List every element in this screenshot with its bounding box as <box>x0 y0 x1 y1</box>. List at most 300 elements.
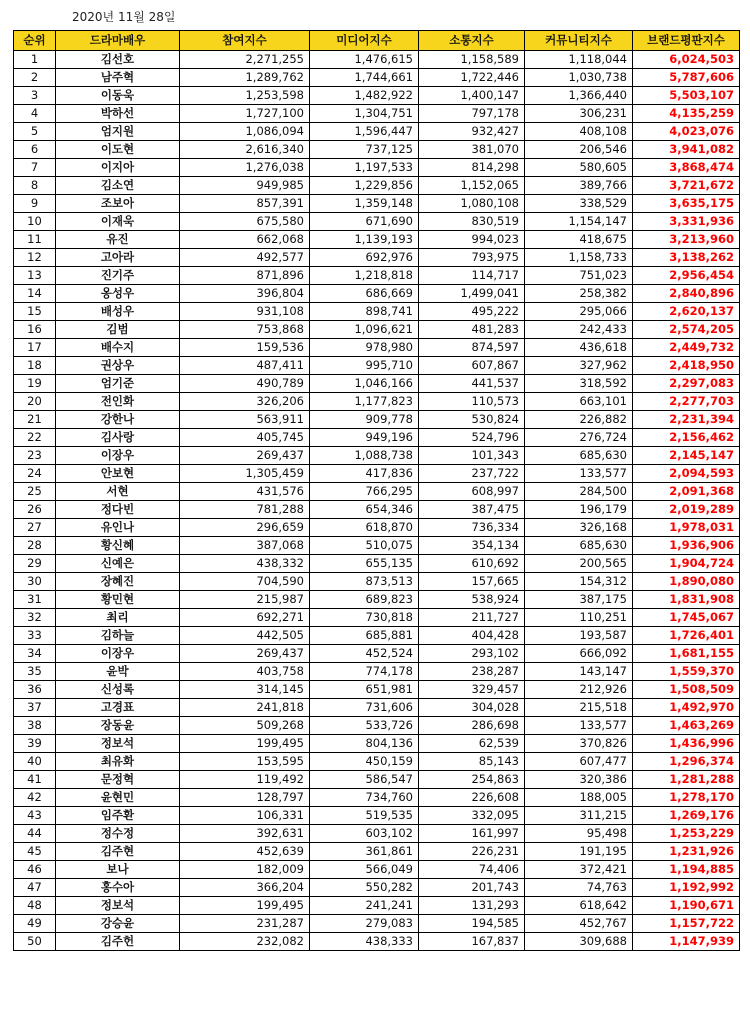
rank-cell: 15 <box>14 303 56 321</box>
communication-cell: 332,095 <box>419 807 525 825</box>
actor-name-cell: 진기주 <box>56 267 180 285</box>
communication-cell: 354,134 <box>419 537 525 555</box>
media-cell: 1,476,615 <box>310 51 419 69</box>
rank-cell: 18 <box>14 357 56 375</box>
rank-cell: 31 <box>14 591 56 609</box>
participation-cell: 662,068 <box>180 231 310 249</box>
community-cell: 685,630 <box>525 537 633 555</box>
communication-cell: 524,796 <box>419 429 525 447</box>
actor-name-cell: 윤박 <box>56 663 180 681</box>
table-row <box>14 195 740 213</box>
rank-cell: 48 <box>14 897 56 915</box>
table-row <box>14 303 740 321</box>
community-cell: 212,926 <box>525 681 633 699</box>
participation-cell: 2,271,255 <box>180 51 310 69</box>
communication-cell: 608,997 <box>419 483 525 501</box>
communication-cell: 1,722,446 <box>419 69 525 87</box>
communication-cell: 441,537 <box>419 375 525 393</box>
participation-cell: 1,276,038 <box>180 159 310 177</box>
media-cell: 804,136 <box>310 735 419 753</box>
header-actor: 드라마배우 <box>56 31 180 51</box>
actor-name-cell: 배수지 <box>56 339 180 357</box>
table-row <box>14 447 740 465</box>
participation-cell: 487,411 <box>180 357 310 375</box>
brand-index-cell: 3,635,175 <box>633 195 740 213</box>
actor-name-cell: 정수정 <box>56 825 180 843</box>
table-row <box>14 177 740 195</box>
media-cell: 550,282 <box>310 879 419 897</box>
community-cell: 1,118,044 <box>525 51 633 69</box>
rank-cell: 34 <box>14 645 56 663</box>
brand-index-cell: 3,868,474 <box>633 159 740 177</box>
participation-cell: 563,911 <box>180 411 310 429</box>
community-cell: 1,154,147 <box>525 213 633 231</box>
rank-cell: 45 <box>14 843 56 861</box>
community-cell: 306,231 <box>525 105 633 123</box>
communication-cell: 238,287 <box>419 663 525 681</box>
communication-cell: 793,975 <box>419 249 525 267</box>
actor-name-cell: 이동욱 <box>56 87 180 105</box>
actor-name-cell: 이장우 <box>56 447 180 465</box>
communication-cell: 201,743 <box>419 879 525 897</box>
community-cell: 95,498 <box>525 825 633 843</box>
communication-cell: 932,427 <box>419 123 525 141</box>
community-cell: 370,826 <box>525 735 633 753</box>
brand-index-cell: 1,231,926 <box>633 843 740 861</box>
media-cell: 586,547 <box>310 771 419 789</box>
rank-cell: 36 <box>14 681 56 699</box>
community-cell: 74,763 <box>525 879 633 897</box>
media-cell: 618,870 <box>310 519 419 537</box>
brand-index-cell: 1,978,031 <box>633 519 740 537</box>
rank-cell: 3 <box>14 87 56 105</box>
rank-cell: 50 <box>14 933 56 951</box>
media-cell: 1,139,193 <box>310 231 419 249</box>
media-cell: 361,861 <box>310 843 419 861</box>
media-cell: 1,744,661 <box>310 69 419 87</box>
actor-name-cell: 김주헌 <box>56 933 180 951</box>
actor-name-cell: 고아라 <box>56 249 180 267</box>
brand-index-cell: 2,956,454 <box>633 267 740 285</box>
rank-cell: 44 <box>14 825 56 843</box>
communication-cell: 254,863 <box>419 771 525 789</box>
rank-cell: 46 <box>14 861 56 879</box>
community-cell: 607,477 <box>525 753 633 771</box>
brand-index-cell: 2,449,732 <box>633 339 740 357</box>
brand-index-cell: 2,840,896 <box>633 285 740 303</box>
table-row <box>14 321 740 339</box>
actor-name-cell: 신성록 <box>56 681 180 699</box>
media-cell: 417,836 <box>310 465 419 483</box>
media-cell: 686,669 <box>310 285 419 303</box>
actor-name-cell: 장동윤 <box>56 717 180 735</box>
participation-cell: 675,580 <box>180 213 310 231</box>
participation-cell: 1,086,094 <box>180 123 310 141</box>
community-cell: 215,518 <box>525 699 633 717</box>
actor-name-cell: 강한나 <box>56 411 180 429</box>
communication-cell: 797,178 <box>419 105 525 123</box>
community-cell: 154,312 <box>525 573 633 591</box>
table-row <box>14 825 740 843</box>
media-cell: 995,710 <box>310 357 419 375</box>
table-row <box>14 411 740 429</box>
table-row <box>14 663 740 681</box>
table-row <box>14 735 740 753</box>
media-cell: 1,218,818 <box>310 267 419 285</box>
rank-cell: 4 <box>14 105 56 123</box>
participation-cell: 128,797 <box>180 789 310 807</box>
rank-cell: 17 <box>14 339 56 357</box>
brand-index-cell: 2,019,289 <box>633 501 740 519</box>
participation-cell: 871,896 <box>180 267 310 285</box>
media-cell: 730,818 <box>310 609 419 627</box>
rank-cell: 41 <box>14 771 56 789</box>
community-cell: 200,565 <box>525 555 633 573</box>
community-cell: 418,675 <box>525 231 633 249</box>
table-row <box>14 213 740 231</box>
actor-name-cell: 배성우 <box>56 303 180 321</box>
communication-cell: 114,717 <box>419 267 525 285</box>
brand-index-cell: 1,296,374 <box>633 753 740 771</box>
media-cell: 671,690 <box>310 213 419 231</box>
media-cell: 655,135 <box>310 555 419 573</box>
table-row <box>14 141 740 159</box>
communication-cell: 157,665 <box>419 573 525 591</box>
communication-cell: 1,499,041 <box>419 285 525 303</box>
community-cell: 318,592 <box>525 375 633 393</box>
communication-cell: 293,102 <box>419 645 525 663</box>
actor-name-cell: 정보석 <box>56 735 180 753</box>
brand-index-cell: 1,194,885 <box>633 861 740 879</box>
brand-index-cell: 2,620,137 <box>633 303 740 321</box>
rank-cell: 28 <box>14 537 56 555</box>
media-cell: 737,125 <box>310 141 419 159</box>
actor-name-cell: 임주환 <box>56 807 180 825</box>
communication-cell: 62,539 <box>419 735 525 753</box>
media-cell: 654,346 <box>310 501 419 519</box>
participation-cell: 119,492 <box>180 771 310 789</box>
brand-index-cell: 2,277,703 <box>633 393 740 411</box>
actor-name-cell: 보나 <box>56 861 180 879</box>
community-cell: 1,366,440 <box>525 87 633 105</box>
actor-name-cell: 김선호 <box>56 51 180 69</box>
actor-name-cell: 황민현 <box>56 591 180 609</box>
media-cell: 689,823 <box>310 591 419 609</box>
brand-index-cell: 2,297,083 <box>633 375 740 393</box>
rank-cell: 9 <box>14 195 56 213</box>
brand-index-cell: 1,281,288 <box>633 771 740 789</box>
community-cell: 191,195 <box>525 843 633 861</box>
rank-cell: 11 <box>14 231 56 249</box>
community-cell: 326,168 <box>525 519 633 537</box>
table-row <box>14 753 740 771</box>
community-cell: 193,587 <box>525 627 633 645</box>
brand-index-cell: 3,941,082 <box>633 141 740 159</box>
community-cell: 242,433 <box>525 321 633 339</box>
rank-cell: 26 <box>14 501 56 519</box>
communication-cell: 610,692 <box>419 555 525 573</box>
participation-cell: 1,289,762 <box>180 69 310 87</box>
media-cell: 1,197,533 <box>310 159 419 177</box>
community-cell: 226,882 <box>525 411 633 429</box>
media-cell: 1,046,166 <box>310 375 419 393</box>
community-cell: 327,962 <box>525 357 633 375</box>
participation-cell: 1,305,459 <box>180 465 310 483</box>
communication-cell: 329,457 <box>419 681 525 699</box>
rank-cell: 21 <box>14 411 56 429</box>
table-row <box>14 465 740 483</box>
communication-cell: 381,070 <box>419 141 525 159</box>
communication-cell: 830,519 <box>419 213 525 231</box>
communication-cell: 495,222 <box>419 303 525 321</box>
community-cell: 143,147 <box>525 663 633 681</box>
participation-cell: 326,206 <box>180 393 310 411</box>
table-row <box>14 555 740 573</box>
table-row <box>14 249 740 267</box>
communication-cell: 530,824 <box>419 411 525 429</box>
participation-cell: 392,631 <box>180 825 310 843</box>
table-row <box>14 609 740 627</box>
communication-cell: 404,428 <box>419 627 525 645</box>
brand-index-cell: 3,138,262 <box>633 249 740 267</box>
actor-name-cell: 조보아 <box>56 195 180 213</box>
table-row <box>14 105 740 123</box>
rank-cell: 40 <box>14 753 56 771</box>
media-cell: 978,980 <box>310 339 419 357</box>
actor-name-cell: 황신혜 <box>56 537 180 555</box>
communication-cell: 607,867 <box>419 357 525 375</box>
participation-cell: 509,268 <box>180 717 310 735</box>
brand-index-cell: 2,094,593 <box>633 465 740 483</box>
communication-cell: 1,158,589 <box>419 51 525 69</box>
participation-cell: 2,616,340 <box>180 141 310 159</box>
participation-cell: 931,108 <box>180 303 310 321</box>
table-row <box>14 375 740 393</box>
community-cell: 387,175 <box>525 591 633 609</box>
participation-cell: 442,505 <box>180 627 310 645</box>
header-rank: 순위 <box>14 31 56 51</box>
actor-name-cell: 이재욱 <box>56 213 180 231</box>
media-cell: 603,102 <box>310 825 419 843</box>
table-row <box>14 267 740 285</box>
community-cell: 663,101 <box>525 393 633 411</box>
brand-index-cell: 1,831,908 <box>633 591 740 609</box>
actor-name-cell: 전인화 <box>56 393 180 411</box>
table-header-row <box>14 31 740 51</box>
communication-cell: 286,698 <box>419 717 525 735</box>
community-cell: 320,386 <box>525 771 633 789</box>
brand-index-cell: 1,726,401 <box>633 627 740 645</box>
table-row <box>14 861 740 879</box>
table-row <box>14 915 740 933</box>
media-cell: 1,229,856 <box>310 177 419 195</box>
communication-cell: 481,283 <box>419 321 525 339</box>
community-cell: 206,546 <box>525 141 633 159</box>
brand-index-cell: 4,023,076 <box>633 123 740 141</box>
actor-name-cell: 최리 <box>56 609 180 627</box>
communication-cell: 74,406 <box>419 861 525 879</box>
media-cell: 949,196 <box>310 429 419 447</box>
participation-cell: 106,331 <box>180 807 310 825</box>
rank-cell: 23 <box>14 447 56 465</box>
brand-index-cell: 1,192,992 <box>633 879 740 897</box>
brand-index-cell: 6,024,503 <box>633 51 740 69</box>
actor-name-cell: 김범 <box>56 321 180 339</box>
community-cell: 196,179 <box>525 501 633 519</box>
table-row <box>14 429 740 447</box>
rank-cell: 32 <box>14 609 56 627</box>
actor-name-cell: 옹성우 <box>56 285 180 303</box>
media-cell: 1,596,447 <box>310 123 419 141</box>
community-cell: 309,688 <box>525 933 633 951</box>
media-cell: 1,177,823 <box>310 393 419 411</box>
header-communication-index: 소통지수 <box>419 31 525 51</box>
actor-name-cell: 이도현 <box>56 141 180 159</box>
rank-cell: 5 <box>14 123 56 141</box>
brand-index-cell: 5,787,606 <box>633 69 740 87</box>
communication-cell: 1,080,108 <box>419 195 525 213</box>
brand-index-cell: 1,463,269 <box>633 717 740 735</box>
rank-cell: 29 <box>14 555 56 573</box>
participation-cell: 492,577 <box>180 249 310 267</box>
participation-cell: 199,495 <box>180 735 310 753</box>
brand-index-cell: 1,436,996 <box>633 735 740 753</box>
communication-cell: 538,924 <box>419 591 525 609</box>
table-row <box>14 627 740 645</box>
brand-index-cell: 1,278,170 <box>633 789 740 807</box>
media-cell: 510,075 <box>310 537 419 555</box>
media-cell: 279,083 <box>310 915 419 933</box>
table-row <box>14 519 740 537</box>
actor-name-cell: 이장우 <box>56 645 180 663</box>
actor-name-cell: 유인나 <box>56 519 180 537</box>
community-cell: 666,092 <box>525 645 633 663</box>
participation-cell: 452,639 <box>180 843 310 861</box>
rank-cell: 39 <box>14 735 56 753</box>
participation-cell: 438,332 <box>180 555 310 573</box>
participation-cell: 1,253,598 <box>180 87 310 105</box>
brand-index-cell: 1,147,939 <box>633 933 740 951</box>
community-cell: 311,215 <box>525 807 633 825</box>
brand-index-cell: 3,721,672 <box>633 177 740 195</box>
rank-cell: 25 <box>14 483 56 501</box>
participation-cell: 949,985 <box>180 177 310 195</box>
communication-cell: 736,334 <box>419 519 525 537</box>
community-cell: 188,005 <box>525 789 633 807</box>
rank-cell: 35 <box>14 663 56 681</box>
table-row <box>14 339 740 357</box>
rank-cell: 2 <box>14 69 56 87</box>
table-row <box>14 123 740 141</box>
brand-index-cell: 1,904,724 <box>633 555 740 573</box>
brand-reputation-table <box>13 30 740 951</box>
rank-cell: 37 <box>14 699 56 717</box>
participation-cell: 753,868 <box>180 321 310 339</box>
rank-cell: 12 <box>14 249 56 267</box>
header-community-index: 커뮤니티지수 <box>525 31 633 51</box>
communication-cell: 211,727 <box>419 609 525 627</box>
media-cell: 1,096,621 <box>310 321 419 339</box>
media-cell: 566,049 <box>310 861 419 879</box>
communication-cell: 1,152,065 <box>419 177 525 195</box>
actor-name-cell: 신예은 <box>56 555 180 573</box>
media-cell: 774,178 <box>310 663 419 681</box>
brand-index-cell: 1,890,080 <box>633 573 740 591</box>
participation-cell: 269,437 <box>180 645 310 663</box>
brand-index-cell: 1,269,176 <box>633 807 740 825</box>
brand-index-cell: 2,574,205 <box>633 321 740 339</box>
brand-index-cell: 1,190,671 <box>633 897 740 915</box>
communication-cell: 994,023 <box>419 231 525 249</box>
media-cell: 651,981 <box>310 681 419 699</box>
participation-cell: 231,287 <box>180 915 310 933</box>
table-row <box>14 537 740 555</box>
community-cell: 751,023 <box>525 267 633 285</box>
participation-cell: 857,391 <box>180 195 310 213</box>
report-date: 2020년 11월 28일 <box>72 10 176 24</box>
brand-index-cell: 1,157,722 <box>633 915 740 933</box>
table-row <box>14 285 740 303</box>
table-row <box>14 681 740 699</box>
actor-name-cell: 최유화 <box>56 753 180 771</box>
community-cell: 452,767 <box>525 915 633 933</box>
actor-name-cell: 고경표 <box>56 699 180 717</box>
media-cell: 1,482,922 <box>310 87 419 105</box>
brand-index-cell: 3,213,960 <box>633 231 740 249</box>
table-row <box>14 933 740 951</box>
table-row <box>14 87 740 105</box>
communication-cell: 194,585 <box>419 915 525 933</box>
participation-cell: 182,009 <box>180 861 310 879</box>
actor-name-cell: 서현 <box>56 483 180 501</box>
rank-cell: 27 <box>14 519 56 537</box>
participation-cell: 199,495 <box>180 897 310 915</box>
community-cell: 1,030,738 <box>525 69 633 87</box>
participation-cell: 241,818 <box>180 699 310 717</box>
media-cell: 731,606 <box>310 699 419 717</box>
communication-cell: 110,573 <box>419 393 525 411</box>
table-row <box>14 69 740 87</box>
communication-cell: 226,608 <box>419 789 525 807</box>
participation-cell: 232,082 <box>180 933 310 951</box>
brand-index-cell: 3,331,936 <box>633 213 740 231</box>
brand-index-cell: 1,936,906 <box>633 537 740 555</box>
communication-cell: 226,231 <box>419 843 525 861</box>
participation-cell: 396,804 <box>180 285 310 303</box>
communication-cell: 814,298 <box>419 159 525 177</box>
media-cell: 438,333 <box>310 933 419 951</box>
rank-cell: 20 <box>14 393 56 411</box>
rank-cell: 13 <box>14 267 56 285</box>
table-row <box>14 483 740 501</box>
actor-name-cell: 강승윤 <box>56 915 180 933</box>
actor-name-cell: 정다빈 <box>56 501 180 519</box>
table-row <box>14 807 740 825</box>
participation-cell: 490,789 <box>180 375 310 393</box>
participation-cell: 403,758 <box>180 663 310 681</box>
brand-index-cell: 5,503,107 <box>633 87 740 105</box>
communication-cell: 237,722 <box>419 465 525 483</box>
table-row <box>14 393 740 411</box>
rank-cell: 10 <box>14 213 56 231</box>
community-cell: 284,500 <box>525 483 633 501</box>
community-cell: 436,618 <box>525 339 633 357</box>
table-row <box>14 501 740 519</box>
community-cell: 1,158,733 <box>525 249 633 267</box>
header-media-index: 미디어지수 <box>310 31 419 51</box>
media-cell: 685,881 <box>310 627 419 645</box>
table-row <box>14 789 740 807</box>
